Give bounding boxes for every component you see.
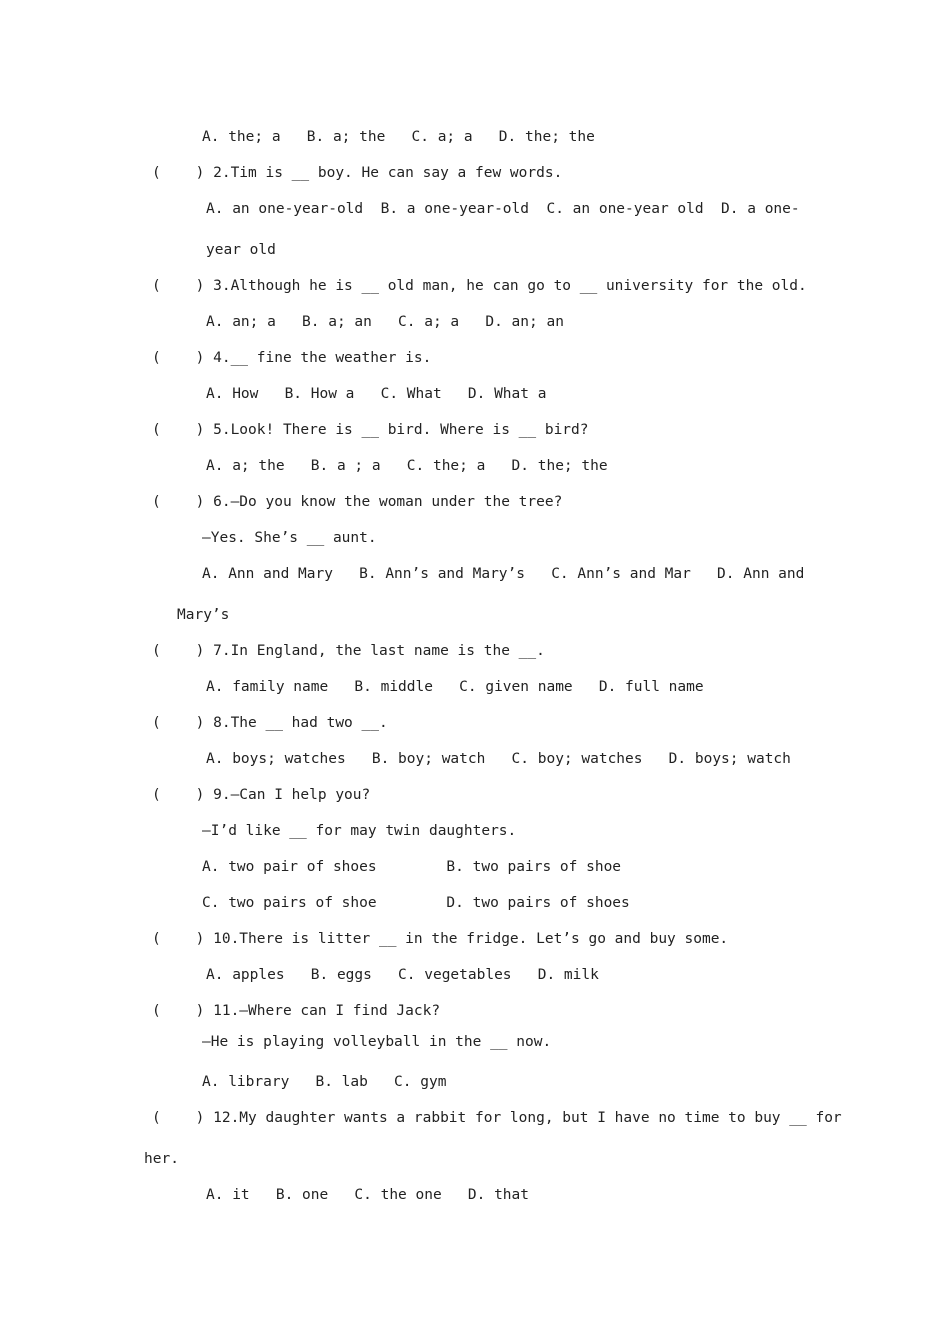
q12-stem: ( ) 12.My daughter wants a rabbit for long, but I have no time to buy __ for	[152, 1110, 842, 1126]
q6-reply: —Yes. She’s __ aunt.	[202, 530, 377, 546]
q8-options: A. boys; watches B. boy; watch C. boy; watches D. boys; watch	[206, 751, 791, 767]
q1-options: A. the; a B. a; the C. a; a D. the; the	[202, 129, 595, 145]
q2-options: A. an one-year-old B. a one-year-old C. an one-year old D. a one-	[206, 201, 800, 217]
q5-stem: ( ) 5.Look! There is __ bird. Where is __ bird?	[152, 422, 589, 438]
q12-options: A. it B. one C. the one D. that	[206, 1187, 530, 1203]
q11-options: A. library B. lab C. gym	[202, 1074, 447, 1090]
q9-stem: ( ) 9.—Can I help you?	[152, 787, 371, 803]
q8-stem: ( ) 8.The __ had two __.	[152, 715, 388, 731]
q9-options-cd: C. two pairs of shoe D. two pairs of shoes	[202, 895, 630, 911]
q4-stem: ( ) 4.__ fine the weather is.	[152, 350, 432, 366]
q5-options: A. a; the B. a ; a C. the; a D. the; the	[206, 458, 608, 474]
q2-stem: ( ) 2.Tim is __ boy. He can say a few words.	[152, 165, 563, 181]
q10-options: A. apples B. eggs C. vegetables D. milk	[206, 967, 599, 983]
q3-options: A. an; a B. a; an C. a; a D. an; an	[206, 314, 564, 330]
q6-stem: ( ) 6.—Do you know the woman under the tree?	[152, 494, 563, 510]
q11-stem: ( ) 11.—Where can I find Jack?	[152, 1003, 441, 1019]
q9-options-ab: A. two pair of shoes B. two pairs of shoe	[202, 859, 622, 875]
q9-reply: —I’d like __ for may twin daughters.	[202, 823, 517, 839]
q7-options: A. family name B. middle C. given name D. full name	[206, 679, 704, 695]
q11-reply: —He is playing volleyball in the __ now.	[202, 1034, 552, 1050]
q12-stem-cont: her.	[144, 1151, 179, 1167]
q10-stem: ( ) 10.There is litter __ in the fridge. Let’s go and buy some.	[152, 931, 729, 947]
q4-options: A. How B. How a C. What D. What a	[206, 386, 547, 402]
q6-options: A. Ann and Mary B. Ann’s and Mary’s C. Ann’s and Mar D. Ann and	[202, 566, 805, 582]
q3-stem: ( ) 3.Although he is __ old man, he can go to __ university for the old.	[152, 278, 807, 294]
q7-stem: ( ) 7.In England, the last name is the __.	[152, 643, 545, 659]
q6-options-cont: Mary’s	[177, 607, 230, 623]
q2-options-cont: year old	[206, 242, 276, 258]
